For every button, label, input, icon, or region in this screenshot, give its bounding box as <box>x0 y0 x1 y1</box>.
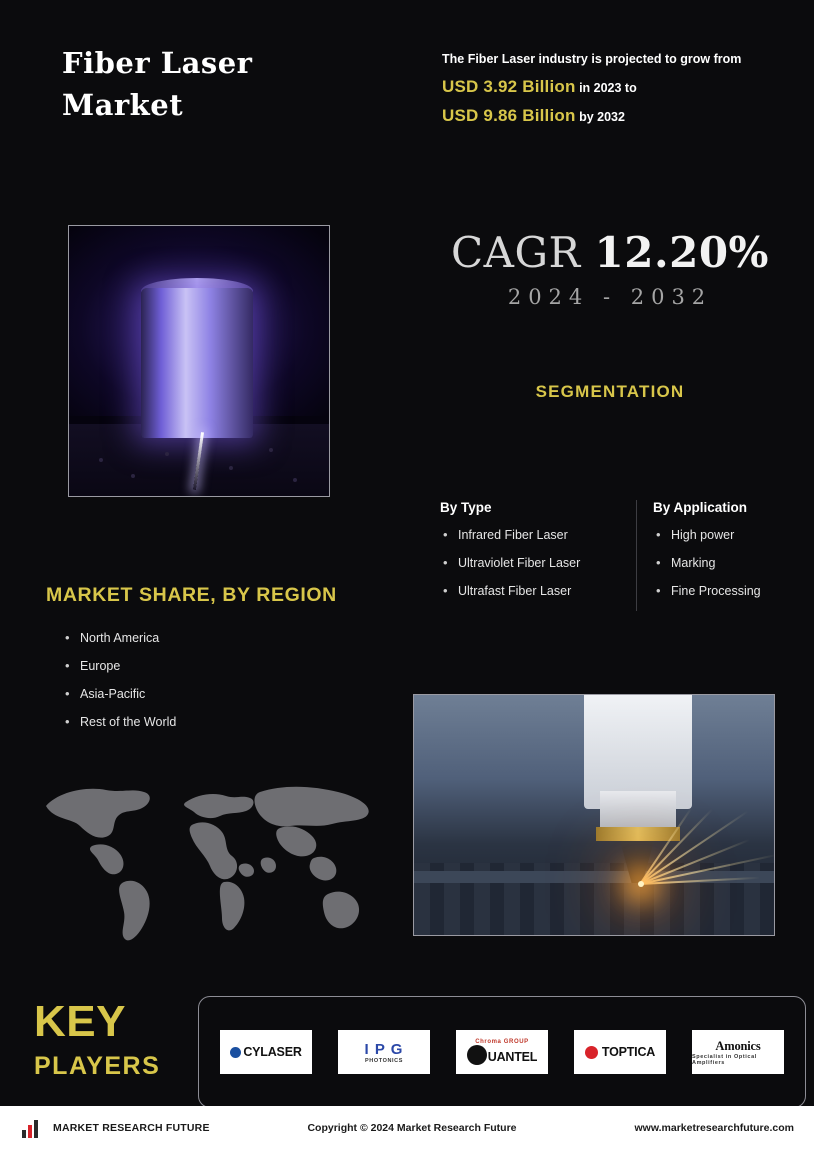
by-type-heading: By Type <box>440 500 492 515</box>
page-title <box>62 42 402 126</box>
headline-intro: The Fiber Laser industry is projected to grow from <box>442 52 742 66</box>
by-type-list <box>440 527 636 600</box>
laser-cutting-head-photo <box>413 694 775 936</box>
cylaser-logo-text: CYLASER <box>243 1045 302 1059</box>
cylaser-mark-icon <box>230 1047 241 1058</box>
segmentation-columns <box>440 500 792 611</box>
cagr-block <box>440 228 780 309</box>
headline-row-2023 <box>442 76 782 98</box>
ipg-logo-subtext: PHOTONICS <box>365 1057 403 1064</box>
footer-website[interactable]: www.marketresearchfuture.com <box>634 1122 794 1134</box>
segmentation-title: SEGMENTATION <box>535 382 685 401</box>
plate-dot <box>165 452 169 456</box>
footer <box>0 1106 814 1150</box>
list-item: • Asia-Pacific <box>62 686 362 703</box>
page-title-line2: Market <box>62 88 184 123</box>
amonics-logo-subtext: Specialist in Optical Amplifiers <box>692 1053 757 1066</box>
ipg-logo-text: I P G <box>364 1040 404 1058</box>
ipg-photonics-logo[interactable] <box>338 1030 430 1074</box>
cylinder-body <box>141 288 253 438</box>
cagr-period: 2024 - 2032 <box>507 285 713 309</box>
key-players-line1: KEY <box>34 997 126 1046</box>
list-item: • Rest of the World <box>62 714 362 731</box>
plate-dot <box>99 458 103 462</box>
quantel-logo[interactable] <box>456 1030 548 1074</box>
toptica-logo[interactable] <box>574 1030 666 1074</box>
headline-row-2032 <box>442 105 782 127</box>
headline-mid: in 2023 to <box>579 80 637 95</box>
toptica-mark-icon <box>585 1046 598 1059</box>
market-share-list <box>62 630 362 742</box>
spark-point <box>638 881 644 887</box>
footer-brand-block <box>0 1118 270 1138</box>
cagr-headline <box>440 228 780 277</box>
cylaser-logo[interactable] <box>220 1030 312 1074</box>
quantel-logo-subtext: Chroma GROUP <box>475 1039 529 1045</box>
value-2023: USD 3.92 Billion <box>442 76 576 96</box>
quantel-mark-icon <box>467 1045 487 1065</box>
market-share-title: MARKET SHARE, BY REGION <box>46 584 337 606</box>
quantel-logo-text: UANTEL <box>467 1045 538 1065</box>
list-item: • North America <box>62 630 362 647</box>
plate-dot <box>293 478 297 482</box>
amonics-logo-text: Amonics <box>715 1038 761 1053</box>
list-item: • Europe <box>62 658 362 675</box>
market-research-future-logo-icon <box>22 1118 46 1138</box>
list-item: • Ultrafast Fiber Laser <box>440 583 636 600</box>
value-2032: USD 9.86 Billion <box>442 105 576 125</box>
world-map-silhouette <box>28 762 388 952</box>
fiber-laser-beam-photo <box>68 225 330 497</box>
footer-copyright: Copyright © 2024 Market Research Future <box>307 1122 517 1134</box>
headline-end: by 2032 <box>579 109 625 124</box>
by-application-heading: By Application <box>653 500 748 515</box>
segmentation-by-type <box>440 500 636 611</box>
headline-stats <box>442 50 782 127</box>
plate-dot <box>269 448 273 452</box>
footer-brand-text: MARKET RESEARCH FUTURE <box>53 1122 210 1134</box>
page-title-line1: Fiber Laser <box>62 46 253 80</box>
laser-head-band <box>596 827 680 841</box>
cagr-label: CAGR <box>451 228 581 277</box>
list-item: • Ultraviolet Fiber Laser <box>440 555 636 572</box>
key-players-line2: PLAYERS <box>34 1052 161 1080</box>
toptica-logo-text: TOPTICA <box>601 1045 656 1059</box>
plate-dot <box>131 474 135 478</box>
key-players-title <box>34 997 184 1080</box>
metal-rail <box>414 871 775 883</box>
plate-dot <box>229 466 233 470</box>
segmentation-by-application <box>636 500 792 611</box>
amonics-logo[interactable] <box>692 1030 784 1074</box>
key-players-box <box>198 996 806 1108</box>
list-item: • Marking <box>653 555 792 572</box>
list-item: • Infrared Fiber Laser <box>440 527 636 544</box>
list-item: • Fine Processing <box>653 583 792 600</box>
by-application-list <box>653 527 792 600</box>
list-item: • High power <box>653 527 792 544</box>
cagr-value: 12.20% <box>594 228 769 277</box>
